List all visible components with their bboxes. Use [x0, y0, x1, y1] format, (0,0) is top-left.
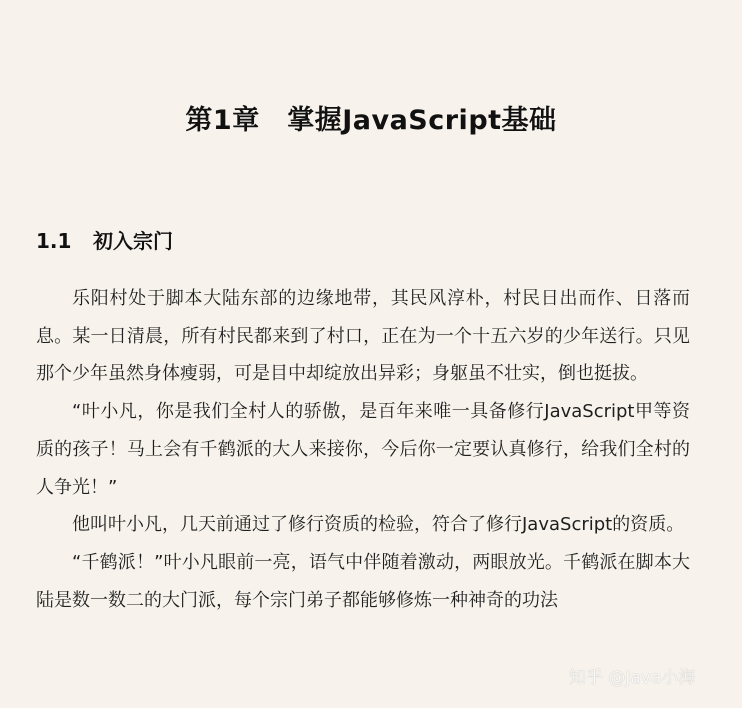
- body-text: [36, 280, 690, 619]
- paragraph: “叶小凡，你是我们全村人的骄傲，是百年来唯一具备修行JavaScript甲等资质的孩子！马上会有千鹤派的大人来接你，今后你一定要认真修行，给我们全村的人争光！”: [36, 401, 690, 498]
- section-heading: [36, 224, 173, 258]
- watermark: 知乎 @Java小海: [569, 668, 696, 688]
- section-number: 1.1: [36, 229, 72, 253]
- paragraph: 乐阳村处于脚本大陆东部的边缘地带，其民风淳朴，村民日出而作、日落而息。某一日清晨，所有村民都来到了村口，正在为一个十五六岁的少年送行。只见那个少年虽然身体瘦弱，可是目中却绽放出异彩；身躯虽不壮实，倒也挺拔。: [36, 288, 690, 385]
- section-title: 初入宗门: [93, 229, 173, 253]
- chapter-title: 第1章 掌握JavaScript基础: [185, 105, 557, 136]
- paragraph: 他叫叶小凡，几天前通过了修行资质的检验，符合了修行JavaScript的资质。: [72, 514, 685, 536]
- paragraph: “千鹤派！”叶小凡眼前一亮，语气中伴随着激动，两眼放光。千鹤派在脚本大陆是数一数二的大门派，每个宗门弟子都能够修炼一种神奇的功法: [36, 551, 690, 611]
